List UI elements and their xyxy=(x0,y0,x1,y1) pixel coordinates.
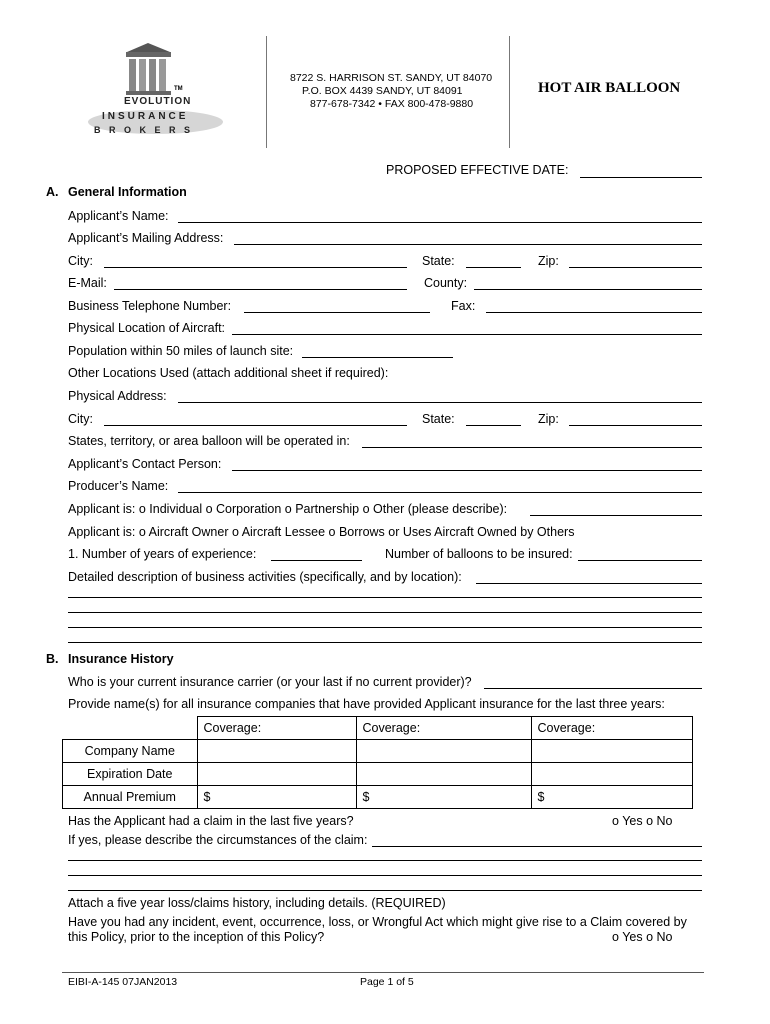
insurance-history-table xyxy=(62,716,693,809)
claim-describe-label: If yes, please describe the circumstances of the claim: xyxy=(68,833,368,847)
num-balloons-label: Number of balloons to be insured: xyxy=(385,547,573,561)
states-operated-label: States, territory, or area balloon will be operated in: xyxy=(68,434,350,448)
mailing-address-field[interactable] xyxy=(234,244,702,245)
population-field[interactable] xyxy=(302,357,453,358)
aircraft-ownership-options[interactable]: Applicant is: o Aircraft Owner o Aircraft Lessee o Borrows or Uses Aircraft Owned by Others xyxy=(68,525,575,539)
applicant-type-other-field[interactable] xyxy=(530,515,702,516)
footer-rule xyxy=(62,972,704,973)
state-field[interactable] xyxy=(466,267,521,268)
company-logo xyxy=(80,40,230,140)
table-corner xyxy=(63,717,198,740)
applicant-type-options[interactable]: Applicant is: o Individual o Corporation o Partnership o Other (please describe): xyxy=(68,502,508,516)
header-divider-right xyxy=(509,36,510,148)
current-carrier-field[interactable] xyxy=(484,688,702,689)
years-experience-field[interactable] xyxy=(271,560,362,561)
business-phone-label: Business Telephone Number: xyxy=(68,299,232,313)
city-field[interactable] xyxy=(104,267,407,268)
table-cell[interactable]: $ xyxy=(197,786,356,809)
population-label: Population within 50 miles of launch site: xyxy=(68,344,294,358)
effective-date-field[interactable] xyxy=(580,177,702,178)
producer-name-field[interactable] xyxy=(178,492,702,493)
claim-yes-no-options[interactable]: o Yes o No xyxy=(612,814,673,828)
incident-question-line2: this Policy, prior to the inception of this Policy? xyxy=(68,930,325,944)
physical-address-field[interactable] xyxy=(178,402,702,403)
table-cell[interactable] xyxy=(356,763,531,786)
table-cell[interactable] xyxy=(197,740,356,763)
table-cell[interactable] xyxy=(356,740,531,763)
claim-describe-line[interactable] xyxy=(68,890,702,891)
page-number: Page 1 of 5 xyxy=(360,976,414,988)
claim-describe-field[interactable] xyxy=(372,846,702,847)
zip-field[interactable] xyxy=(569,267,702,268)
incident-question-line1: Have you had any incident, event, occurrence, loss, or Wrongful Act which might give rise to a Claim covered by xyxy=(68,915,687,929)
state2-field[interactable] xyxy=(466,425,521,426)
section-b-title: Insurance History xyxy=(68,652,174,666)
incident-yes-no-options[interactable]: o Yes o No xyxy=(612,930,673,944)
attach-history-label: Attach a five year loss/claims history, including details. (REQUIRED) xyxy=(68,896,446,910)
city2-label: City: xyxy=(68,412,93,426)
num-balloons-field[interactable] xyxy=(578,560,702,561)
columns-building-icon xyxy=(80,40,230,102)
row-label: Expiration Date xyxy=(63,763,198,786)
applicant-name-label: Applicant’s Name: xyxy=(68,209,169,223)
fax-label: Fax: xyxy=(451,299,476,313)
states-operated-field[interactable] xyxy=(362,447,702,448)
section-a-title: General Information xyxy=(68,185,187,199)
header-divider-left xyxy=(266,36,267,148)
address-line2: P.O. BOX 4439 SANDY, UT 84091 xyxy=(302,85,463,97)
business-description-line[interactable] xyxy=(68,627,702,628)
table-header-row xyxy=(63,717,693,740)
zip2-label: Zip: xyxy=(538,412,559,426)
business-description-field[interactable] xyxy=(476,583,702,584)
other-locations-label: Other Locations Used (attach additional sheet if required): xyxy=(68,366,389,380)
physical-location-label: Physical Location of Aircraft: xyxy=(68,321,226,335)
business-description-label: Detailed description of business activities (specifically, and by location): xyxy=(68,570,462,584)
section-a-letter: A. xyxy=(46,185,59,199)
logo-company-line1: EVOLUTION xyxy=(124,96,192,107)
applicant-name-field[interactable] xyxy=(178,222,702,223)
form-code: EIBI-A-145 07JAN2013 xyxy=(68,976,178,988)
producer-name-label: Producer’s Name: xyxy=(68,479,169,493)
mailing-address-label: Applicant’s Mailing Address: xyxy=(68,231,224,245)
state2-label: State: xyxy=(422,412,455,426)
city-label: City: xyxy=(68,254,93,268)
years-experience-label: 1. Number of years of experience: xyxy=(68,547,257,561)
table-row xyxy=(63,786,693,809)
business-phone-field[interactable] xyxy=(244,312,430,313)
table-cell[interactable] xyxy=(197,763,356,786)
zip-label: Zip: xyxy=(538,254,559,268)
business-description-line[interactable] xyxy=(68,642,702,643)
state-label: State: xyxy=(422,254,455,268)
table-cell[interactable]: $ xyxy=(531,786,692,809)
form-title: HOT AIR BALLOON xyxy=(538,80,681,96)
effective-date-label: PROPOSED EFFECTIVE DATE: xyxy=(386,163,569,177)
county-label: County: xyxy=(424,276,468,290)
county-field[interactable] xyxy=(474,289,702,290)
zip2-field[interactable] xyxy=(569,425,702,426)
contact-person-field[interactable] xyxy=(232,470,702,471)
fax-field[interactable] xyxy=(486,312,702,313)
city2-field[interactable] xyxy=(104,425,407,426)
logo-tm: TM xyxy=(174,86,183,92)
coverage-header: Coverage: xyxy=(356,717,531,740)
table-row xyxy=(63,740,693,763)
row-label: Annual Premium xyxy=(63,786,198,809)
row-label: Company Name xyxy=(63,740,198,763)
table-cell[interactable] xyxy=(531,763,692,786)
claim-describe-line[interactable] xyxy=(68,875,702,876)
business-description-line[interactable] xyxy=(68,597,702,598)
address-line1: 8722 S. HARRISON ST. SANDY, UT 84070 xyxy=(290,72,493,84)
provide-names-label: Provide name(s) for all insurance companies that have provided Applicant insurance for the last three years: xyxy=(68,697,665,711)
business-description-line[interactable] xyxy=(68,612,702,613)
physical-address-label: Physical Address: xyxy=(68,389,167,403)
claim-describe-line[interactable] xyxy=(68,860,702,861)
physical-location-field[interactable] xyxy=(232,334,702,335)
table-cell[interactable] xyxy=(531,740,692,763)
coverage-header: Coverage: xyxy=(197,717,356,740)
email-label: E-Mail: xyxy=(68,276,107,290)
phone-fax: 877-678-7342 • FAX 800-478-9880 xyxy=(310,98,474,110)
contact-person-label: Applicant’s Contact Person: xyxy=(68,457,222,471)
section-b-letter: B. xyxy=(46,652,59,666)
table-cell[interactable]: $ xyxy=(356,786,531,809)
table-row xyxy=(63,763,693,786)
logo-company-line3: B R O K E R S xyxy=(94,125,194,135)
coverage-header: Coverage: xyxy=(531,717,692,740)
claim-question-label: Has the Applicant had a claim in the last five years? xyxy=(68,814,354,828)
email-field[interactable] xyxy=(114,289,407,290)
current-carrier-label: Who is your current insurance carrier (or your last if no current provider)? xyxy=(68,675,472,689)
logo-company-line2: INSURANCE xyxy=(102,111,189,122)
